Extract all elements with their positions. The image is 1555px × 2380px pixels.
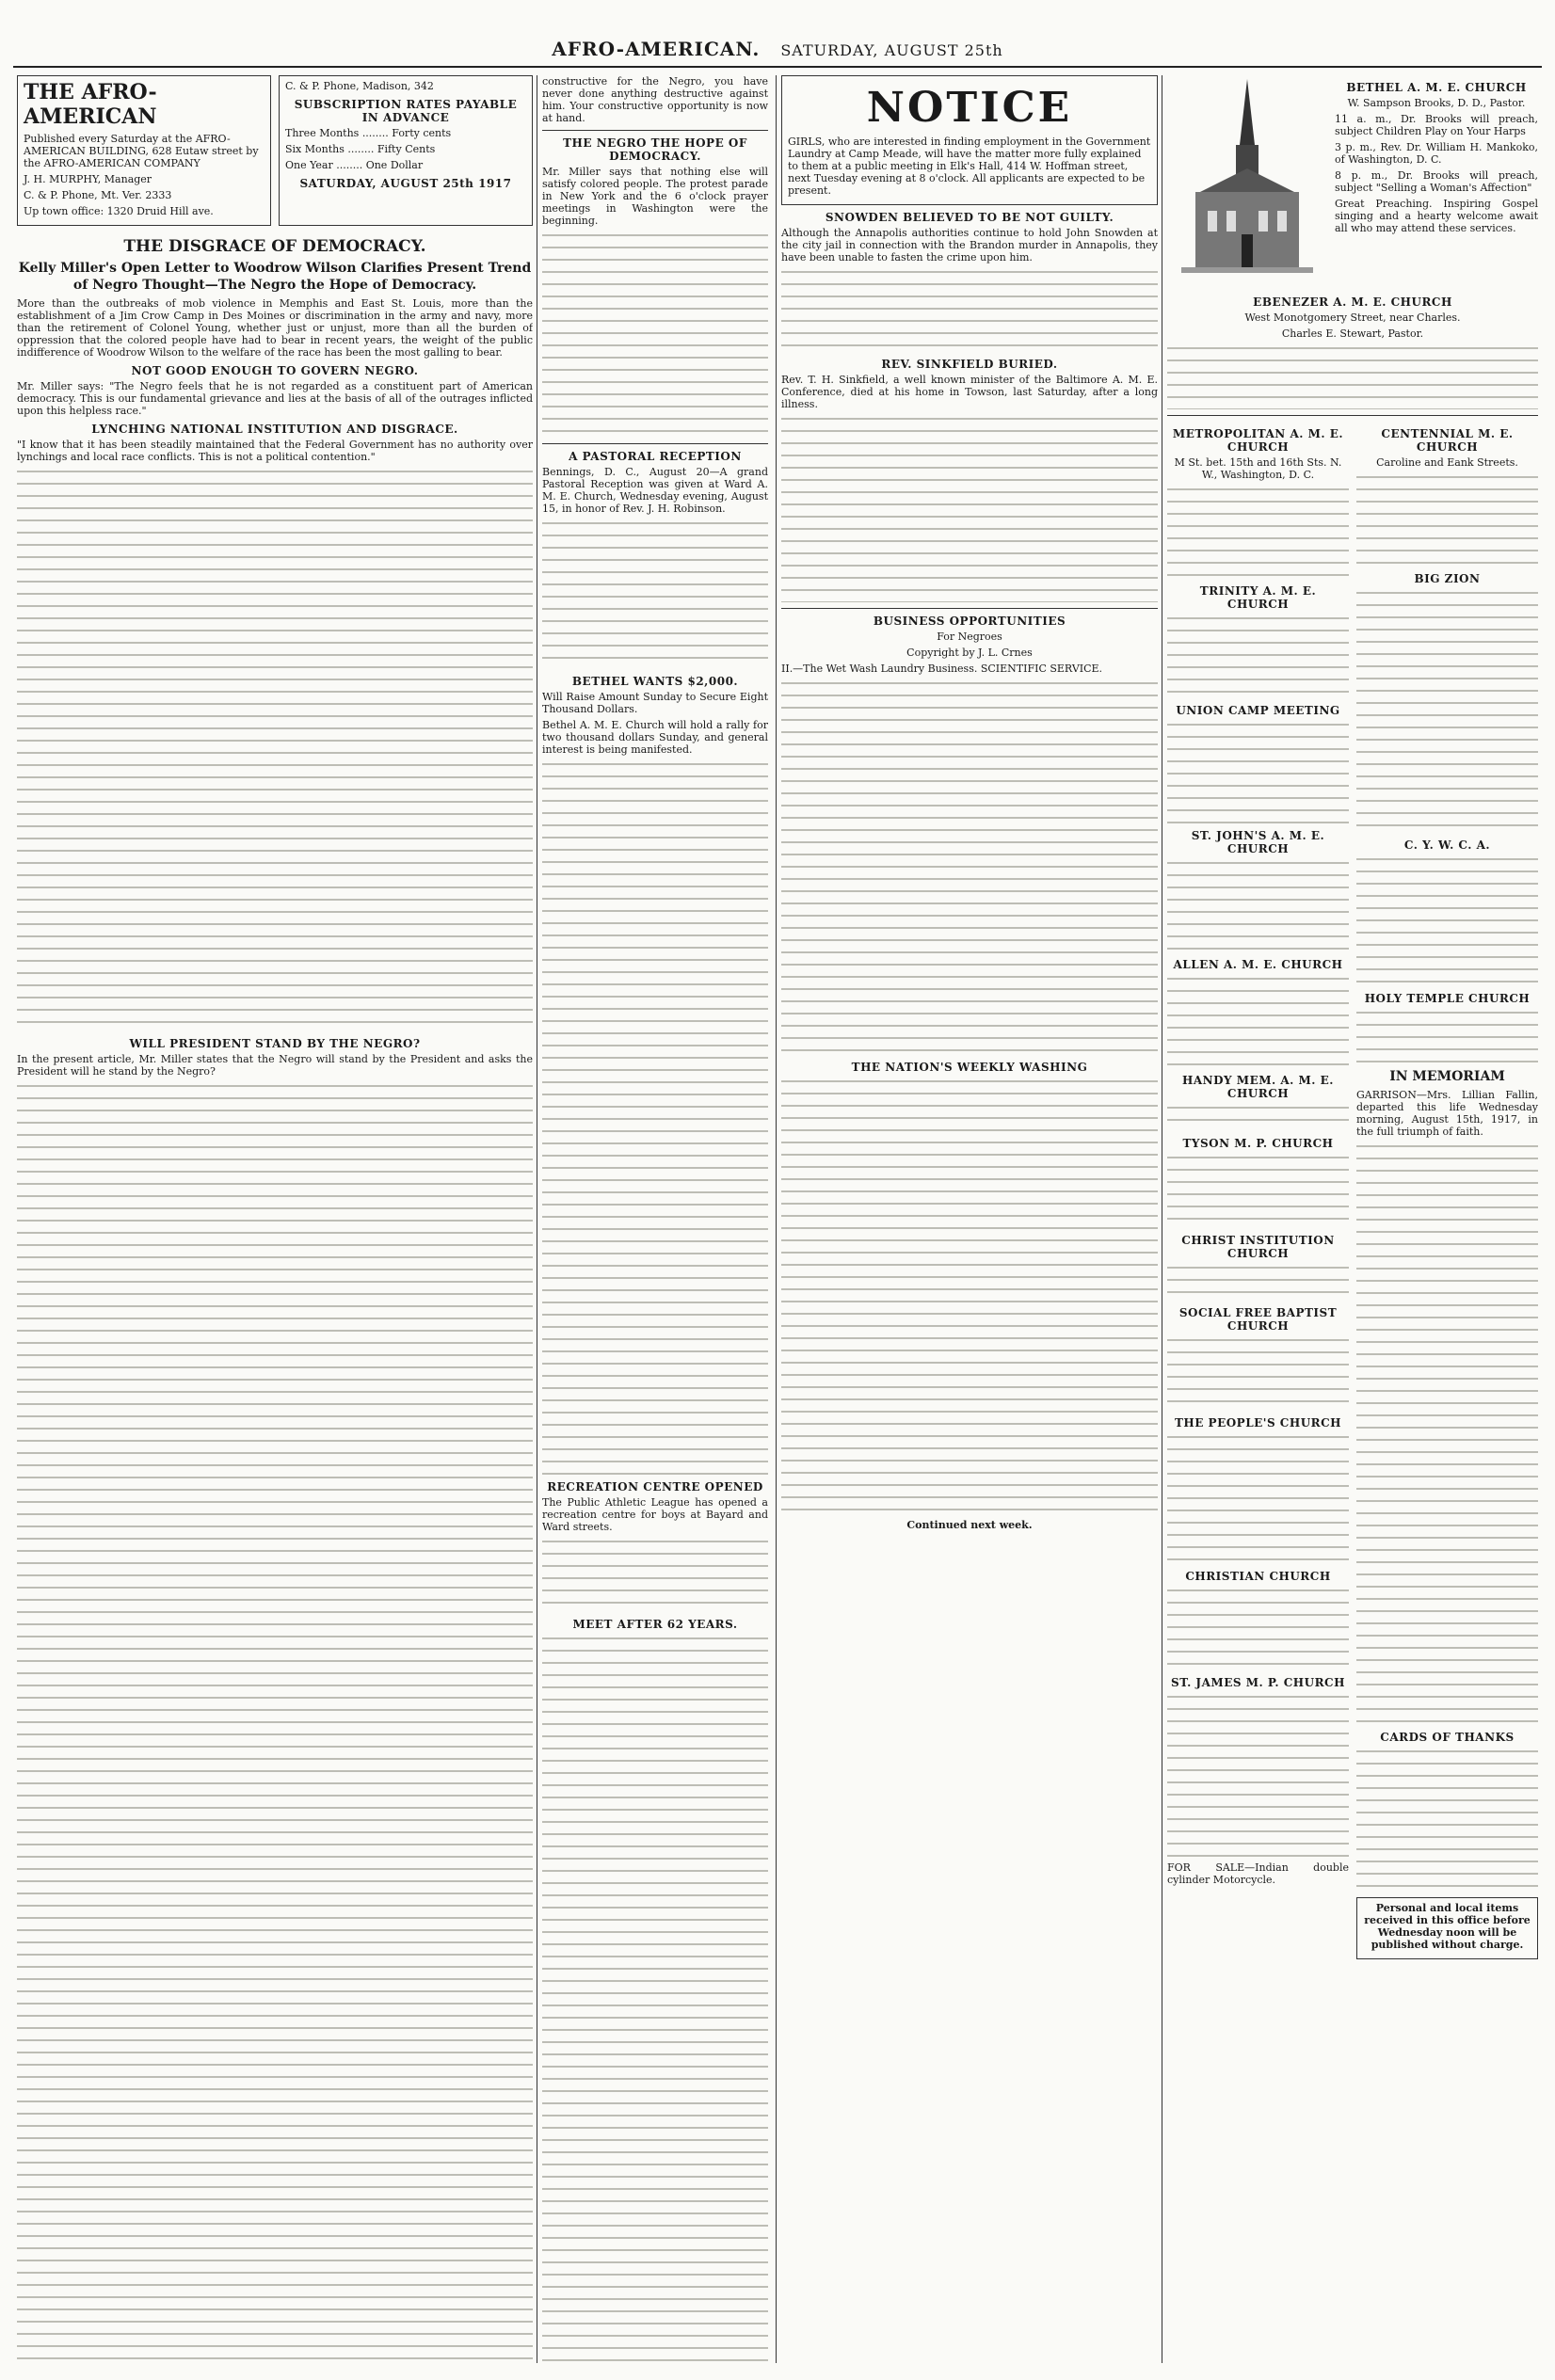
phone-line: C. & P. Phone, Madison, 342	[285, 80, 434, 92]
memoriam-text	[1356, 1142, 1538, 1725]
continued-text: constructive for the Negro, you have never done anything destructive against him. Your constructive opportunity is now at hand.	[542, 75, 768, 124]
church-heading: BETHEL A. M. E. CHURCH	[1346, 81, 1527, 94]
masthead-date: SATURDAY, AUGUST 25th	[780, 41, 1003, 59]
church-listing-text	[1356, 588, 1538, 833]
column-churches	[1167, 75, 1538, 2363]
church-address: West Monotgomery Street, near Charles.	[1244, 311, 1461, 324]
article-heading: SNOWDEN BELIEVED TO BE NOT GUILTY.	[825, 211, 1114, 224]
church-heading: UNION CAMP MEETING	[1176, 704, 1340, 717]
church-heading: C. Y. W. C. A.	[1403, 839, 1491, 852]
divider	[1167, 415, 1538, 416]
cards-heading: CARDS OF THANKS	[1380, 1731, 1515, 1744]
church-heading: TRINITY A. M. E. CHURCH	[1199, 584, 1317, 611]
article-body-text	[781, 679, 1158, 1055]
rate-line: Three Months ........ Forty cents	[285, 127, 452, 139]
column-editorial	[17, 75, 533, 2363]
church-heading: EBENEZER A. M. E. CHURCH	[1253, 296, 1452, 309]
article-heading: A PASTORAL RECEPTION	[569, 450, 742, 463]
article-heading: REV. SINKFIELD BURIED.	[881, 358, 1058, 371]
church-heading: THE PEOPLE'S CHURCH	[1174, 1416, 1342, 1430]
article-heading: THE NATION'S WEEKLY WASHING	[851, 1061, 1088, 1074]
church-listing-text	[1167, 343, 1538, 409]
article-lead: II.—The Wet Wash Laundry Business. SCIENTIFIC SERVICE.	[781, 663, 1103, 675]
church-listing-text	[1167, 1432, 1349, 1564]
cards-text	[1356, 1747, 1538, 1897]
church-heading: TYSON M. P. CHURCH	[1182, 1137, 1334, 1150]
church-listing-text	[1167, 720, 1349, 823]
article-body-text	[781, 414, 1158, 602]
church-listing-text	[1167, 1692, 1349, 1861]
church-heading: ST. JAMES M. P. CHURCH	[1171, 1676, 1345, 1689]
article-body-text	[542, 231, 768, 438]
editorial-title: THE DISGRACE OF DEMOCRACY.	[123, 237, 426, 256]
subscription-box	[279, 75, 533, 226]
footer-notice: Personal and local items received in this office before Wednesday noon will be published without charge.	[1364, 1902, 1531, 1951]
church-listing-text	[1167, 1153, 1349, 1228]
divider	[542, 443, 768, 444]
divider	[542, 130, 768, 131]
section-heading: LYNCHING NATIONAL INSTITUTION AND DISGRACE.	[91, 423, 458, 436]
section-heading: NOT GOOD ENOUGH TO GOVERN NEGRO.	[131, 364, 419, 377]
notice-text: GIRLS, who are interested in finding employment in the Government Laundry at Camp Meade, will have the matter more fully explained to them at a public meeting in Elk's Hall, 414 W. Hoffman street, next Tuesday evening at 8 o'clock. All applicants are expected to be present.	[788, 136, 1151, 197]
article-subhead: For Negroes	[937, 631, 1002, 643]
article-heading: RECREATION CENTRE OPENED	[547, 1480, 763, 1493]
rate-line: Six Months ........ Fifty Cents	[285, 143, 436, 155]
editorial-lead: More than the outbreaks of mob violence in Memphis and East St. Louis, more than the establishment of a Jim Crow Camp in Des Moines or discrimination in the army and navy, more than the retirement of Colonel Young, whether just or unjust, more than all the burden of oppression that the colored people have had to bear in recent years, the weight of the public indifference of Woodrow Wilson to the welfare of the race has been the most galling to bear.	[17, 297, 533, 359]
church-listing-text	[1167, 974, 1349, 1068]
top-rule	[13, 66, 1542, 68]
column-notices	[781, 75, 1158, 2363]
church-pastor: W. Sampson Brooks, D. D., Pastor.	[1347, 97, 1526, 109]
church-service: 8 p. m., Dr. Brooks will preach, subject "Selling a Woman's Affection"	[1335, 169, 1538, 194]
church-pastor: Charles E. Stewart, Pastor.	[1281, 327, 1424, 340]
copyright-line: Copyright by J. L. Crnes	[906, 647, 1033, 659]
church-service: 3 p. m., Rev. Dr. William H. Mankoko, of Washington, D. C.	[1335, 141, 1538, 166]
article-body-text	[542, 1537, 768, 1612]
pub-line: C. & P. Phone, Mt. Ver. 2333	[24, 189, 172, 201]
church-heading: HANDY MEM. A. M. E. CHURCH	[1182, 1074, 1334, 1100]
pub-line: Published every Saturday at the AFRO-AMERICAN BUILDING, 628 Eutaw street by the AFRO-AMERICAN COMPANY	[24, 133, 259, 169]
church-illustration-icon	[1172, 79, 1323, 286]
section-heading: THE NEGRO THE HOPE OF DEMOCRACY.	[563, 136, 747, 163]
column-news	[542, 75, 768, 2363]
notice-box	[781, 75, 1158, 205]
column-rule	[776, 75, 777, 2363]
church-heading: CENTENNIAL M. E. CHURCH	[1381, 427, 1514, 454]
article-lead: Bethel A. M. E. Church will hold a rally for two thousand dollars Sunday, and general interest is being manifested.	[542, 719, 768, 756]
issue-date: SATURDAY, AUGUST 25th 1917	[299, 177, 512, 190]
pub-line: J. H. MURPHY, Manager	[24, 173, 152, 185]
article-body-text	[781, 1077, 1158, 1519]
subscription-title: SUBSCRIPTION RATES PAYABLE IN ADVANCE	[294, 98, 518, 124]
paper-flag: THE AFRO-AMERICAN	[24, 80, 157, 129]
pub-line: Up town office: 1320 Druid Hill ave.	[24, 205, 214, 217]
church-heading: CHRIST INSTITUTION CHURCH	[1181, 1234, 1335, 1260]
church-heading: METROPOLITAN A. M. E. CHURCH	[1172, 427, 1344, 454]
for-sale-ad: FOR SALE—Indian double cylinder Motorcycle.	[1167, 1861, 1349, 1886]
memoriam-lead: GARRISON—Mrs. Lillian Fallin, departed this life Wednesday morning, August 15th, 1917, in the full triumph of faith.	[1356, 1089, 1538, 1138]
notice-title: NOTICE	[866, 84, 1073, 132]
church-listing-text	[1167, 1335, 1349, 1411]
church-heading: HOLY TEMPLE CHURCH	[1364, 992, 1531, 1005]
article-body-text	[542, 759, 768, 1475]
church-listing-text	[1167, 858, 1349, 952]
church-listing-text	[1167, 1103, 1349, 1131]
church-address: M St. bet. 15th and 16th Sts. N. W., Washington, D. C.	[1174, 456, 1342, 481]
publisher-box	[17, 75, 271, 226]
memoriam-heading: IN MEMORIAM	[1389, 1069, 1505, 1084]
rate-line: One Year ........ One Dollar	[285, 159, 424, 171]
church-listing-text	[1167, 1586, 1349, 1670]
church-listing-text	[1356, 472, 1538, 567]
article-heading: MEET AFTER 62 YEARS.	[572, 1618, 738, 1631]
article-body-text	[17, 1081, 533, 2363]
church-listing-text	[1167, 614, 1349, 698]
church-listing-text	[1167, 485, 1349, 579]
section-lead: Mr. Miller says that nothing else will satisfy colored people. The protest parade in New York and the 6 o'clock prayer meetings in Washington were the beginning.	[542, 166, 768, 227]
church-listing-text	[1356, 855, 1538, 986]
divider	[781, 608, 1158, 609]
article-lead: The Public Athletic League has opened a recreation centre for boys at Bayard and Ward streets.	[542, 1496, 768, 1533]
church-heading: SOCIAL FREE BAPTIST CHURCH	[1178, 1306, 1338, 1333]
article-lead: Bennings, D. C., August 20—A grand Pastoral Reception was given at Ward A. M. E. Church, Wednesday evening, August 15, in honor of Rev. J. H. Robinson.	[542, 466, 768, 515]
continued-note: Continued next week.	[906, 1519, 1033, 1531]
article-body-text	[17, 467, 533, 1031]
church-heading: ALLEN A. M. E. CHURCH	[1173, 958, 1343, 971]
article-body-text	[542, 519, 768, 669]
article-subhead: Will Raise Amount Sunday to Secure Eight Thousand Dollars.	[542, 691, 768, 715]
section-lead: In the present article, Mr. Miller states that the Negro will stand by the President and asks the President will he stand by the Negro?	[17, 1053, 533, 1078]
section-lead: "I know that it has been steadily maintained that the Federal Government has no authority over lynchings and local race conflicts. This is not a political contention."	[17, 439, 533, 463]
article-body-text	[542, 1634, 768, 2363]
church-heading: BIG ZION	[1414, 572, 1481, 585]
editorial-subtitle: Kelly Miller's Open Letter to Woodrow Wilson Clarifies Present Trend of Negro Thought—The Negro the Hope of Democracy.	[18, 261, 532, 293]
footer-notice-box	[1356, 1897, 1538, 1959]
article-body-text	[781, 267, 1158, 352]
masthead-name: AFRO-AMERICAN.	[552, 38, 761, 60]
church-heading: CHRISTIAN CHURCH	[1185, 1570, 1331, 1583]
church-address: Caroline and Eank Streets.	[1376, 456, 1518, 469]
church-heading: ST. JOHN'S A. M. E. CHURCH	[1191, 829, 1325, 855]
church-service: 11 a. m., Dr. Brooks will preach, subject Children Play on Your Harps	[1335, 113, 1538, 137]
article-lead: Rev. T. H. Sinkfield, a well known minister of the Baltimore A. M. E. Conference, died at his home in Towson, last Saturday, after a long illness.	[781, 374, 1158, 410]
article-heading: BETHEL WANTS $2,000.	[571, 675, 739, 688]
church-service: Great Preaching. Inspiring Gospel singing and a hearty welcome await all who may attend these services.	[1335, 198, 1538, 234]
church-listing-text	[1167, 1263, 1349, 1301]
section-lead: Mr. Miller says: "The Negro feels that he is not regarded as a constituent part of American democracy. This is our fundamental grievance and lies at the basis of all of the outrages inflicted upon this helpless race."	[17, 380, 533, 417]
church-listing-text	[1356, 1008, 1538, 1064]
article-heading: BUSINESS OPPORTUNITIES	[873, 615, 1066, 628]
masthead	[0, 38, 1555, 66]
section-heading: WILL PRESIDENT STAND BY THE NEGRO?	[129, 1037, 421, 1050]
article-lead: Although the Annapolis authorities continue to hold John Snowden at the city jail in connection with the Brandon murder in Annapolis, they have been unable to fasten the crime upon him.	[781, 227, 1158, 264]
